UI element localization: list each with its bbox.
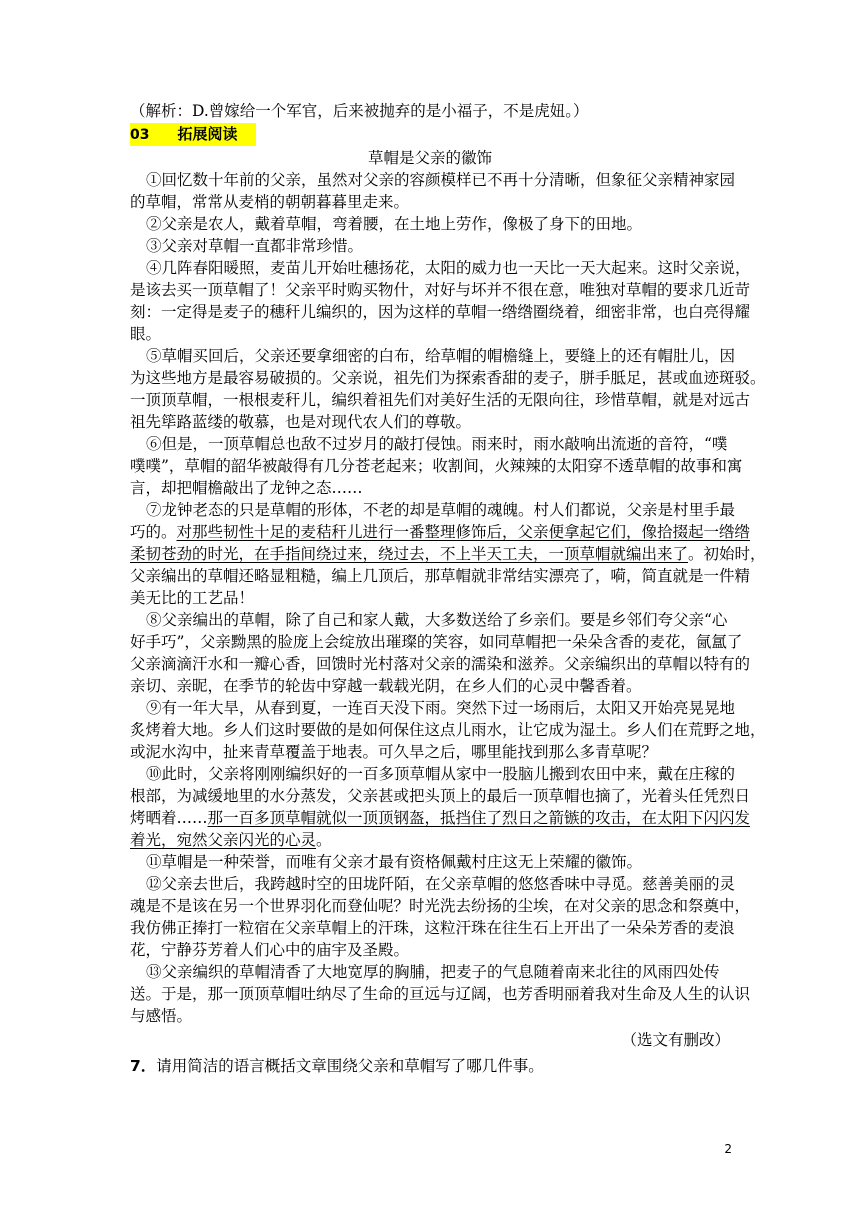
section-title: 拓展阅读: [177, 125, 238, 143]
paragraph-line: ③父亲对草帽一直都非常珍惜。: [146, 237, 364, 255]
paragraph-line: 是该去买一顶草帽了！父亲平时购买物什，对好与坏并不很在意，唯独对草帽的要求几近苛: [130, 281, 751, 299]
paragraph-line: 或泥水沟中，扯来青草覆盖于地表。可久旱之后，哪里能找到那么多青草呢？: [130, 743, 658, 761]
paragraph-line: ④几阵春阳暖照，麦苗儿开始吐穗扬花，太阳的威力也一天比一天大起来。这时父亲说，: [146, 259, 751, 277]
page-number: 2: [724, 1142, 732, 1156]
paragraph-line: [130, 829, 730, 851]
paragraph-line: 为这些地方是最容易破损的。父亲说，祖先们为探索香甜的麦子，胼手胝足，甚或血迹斑驳。: [130, 369, 766, 387]
paragraph-line: 好手巧”，父亲黝黑的脸庞上会绽放出璀璨的笑容，如同草帽把一朵朵含香的麦花，氤氲了: [130, 633, 743, 651]
paragraph-line: 魂是不是该在另一个世界羽化而登仙呢？时光洗去纷扬的尘埃，在对父亲的思念和祭奠中，: [130, 897, 751, 915]
paragraph-line: 噗噗”，草帽的韶华被敲得有几分苍老起来；收割间，火辣辣的太阳穿不透草帽的故事和寓: [130, 457, 743, 475]
question: [130, 1055, 730, 1077]
section-header: [130, 123, 730, 145]
paragraph-line: 父亲滴滴汗水和一瓣心香，回馈时光村落对父亲的濡染和滋养。父亲编织出的草帽以特有的: [130, 655, 751, 673]
paragraph-line: 美无比的工艺品！: [130, 589, 255, 607]
plain-text: 巧的。: [130, 523, 177, 541]
paragraph-line: ⑦龙钟老态的只是草帽的形体，不老的却是草帽的魂魄。村人们都说，父亲是村里手最: [146, 501, 736, 519]
paragraph-line: 与感悟。: [130, 1007, 193, 1025]
plain-text: 。: [316, 831, 332, 849]
paragraph-line: ①回忆数十年前的父亲，虽然对父亲的容颜模样已不再十分清晰，但象征父亲精神家园: [146, 171, 736, 189]
paragraph-line: 炙烤着大地。乡人们这时要做的是如何保住这点儿雨水，让它成为湿土。乡人们在荒野之地，: [130, 721, 766, 739]
underlined-sentence: 着光，宛然父亲闪光的心灵: [130, 831, 317, 849]
question-number: 7．: [130, 1057, 157, 1075]
paragraph-line: 我仿佛正捧打一粒宿在父亲草帽上的汗珠，这粒汗珠在往生石上开出了一朵朵芳香的麦浪: [130, 919, 735, 937]
paragraph-line: 送。于是，那一顶顶草帽吐纳尽了生命的亘远与辽阔，也芳香明丽着我对生命及人生的认识: [130, 985, 751, 1003]
paragraph-line: [130, 543, 766, 565]
plain-text: 。初始时，: [688, 545, 766, 563]
paragraph-line: 眼。: [130, 325, 162, 343]
analysis-note: （解析：D.曾嫁给一个军官，后来被抛弃的是小福子，不是虎妞。）: [130, 102, 589, 120]
paragraph-line: ⑫父亲去世后，我跨越时空的田垅阡陌，在父亲草帽的悠悠香味中寻觅。慈善美丽的灵: [146, 875, 736, 893]
paragraph-line: 祖先筚路蓝缕的敬慕，也是对现代农人们的尊敬。: [130, 413, 472, 431]
paragraph-line: [130, 807, 751, 829]
document-body: [130, 100, 766, 1077]
paragraph-line: ⑩此时，父亲将刚刚编织好的一百多顶草帽从家中一股脑儿搬到农田中来，戴在庄稼的: [146, 765, 736, 783]
paragraph-line: ②父亲是农人，戴着草帽，弯着腰，在土地上劳作，像极了身下的田地。: [146, 215, 643, 233]
paragraph-line: ⑥但是，一顶草帽总也敌不过岁月的敲打侵蚀。雨来时，雨水敲响出流逝的音符，“噗: [146, 435, 728, 453]
paragraph-line: ⑤草帽买回后，父亲还要拿细密的白布，给草帽的帽檐缝上，要缝上的还有帽肚儿，因: [146, 347, 736, 365]
question-text: 请用简洁的语言概括文章围绕父亲和草帽写了哪几件事。: [156, 1057, 544, 1075]
plain-text: 烤晒着……: [130, 809, 208, 827]
section-highlight: [130, 123, 256, 146]
paragraph-line: 一顶顶草帽，一根根麦秆儿，编织着祖先们对美好生活的无限向往，珍惜草帽，就是对远古: [130, 391, 751, 409]
paragraph-line: 根部，为减缓地里的水分蒸发，父亲甚或把头顶上的最后一顶草帽也摘了，光着头任凭烈日: [130, 787, 751, 805]
underlined-sentence: 柔韧苍劲的时光，在手指间绕过来，绕过去，不上半天工夫，一顶草帽就编出来了: [130, 545, 689, 563]
paragraph-line: 的草帽，常常从麦梢的朝朝暮暮里走来。: [130, 193, 410, 211]
underlined-sentence: 对那些韧性十足的麦秸秆儿进行一番整理修饰后，父亲便拿起它们，像拾掇起一绺绺: [176, 523, 751, 541]
paragraph-line: 刻：一定得是麦子的穗秆儿编织的，因为这样的草帽一绺绺圈绕着，细密非常，也白亮得耀: [130, 303, 751, 321]
paragraph-line: ⑬父亲编织的草帽清香了大地宽厚的胸脯，把麦子的气息随着南来北往的风雨四处传: [146, 963, 720, 981]
paragraph-line: ⑨有一年大旱，从春到夏，一连百天没下雨。突然下过一场雨后，太阳又开始亮晃晃地: [146, 699, 736, 717]
article-title: 草帽是父亲的徽饰: [367, 149, 492, 167]
section-number: 03: [130, 127, 150, 143]
source-note: （选文有删改）: [621, 1031, 730, 1049]
underlined-sentence: 那一百多顶草帽就似一顶顶钢盔，抵挡住了烈日之箭镞的攻击，在太阳下闪闪发: [207, 809, 751, 827]
paragraph-line: 言，却把帽檐敲出了龙钟之态……: [130, 479, 363, 497]
paragraph-line: ⑧父亲编出的草帽，除了自己和家人戴，大多数送给了乡亲们。要是乡邻们夸父亲“心: [146, 611, 728, 629]
paragraph-line: 亲切、亲昵，在季节的轮齿中穿越一载载光阴，在乡人们的心灵中馨香着。: [130, 677, 642, 695]
paragraph-line: ⑪草帽是一种荣誉，而唯有父亲才最有资格佩戴村庄这无上荣耀的徽饰。: [146, 853, 643, 871]
paragraph-line: 花，宁静芬芳着人们心中的庙宇及圣殿。: [130, 941, 410, 959]
paragraph-line: [130, 521, 751, 543]
paragraph-line: 父亲编出的草帽还略显粗糙，编上几顶后，那草帽就非常结实漂亮了，嗬，简直就是一件精: [130, 567, 751, 585]
